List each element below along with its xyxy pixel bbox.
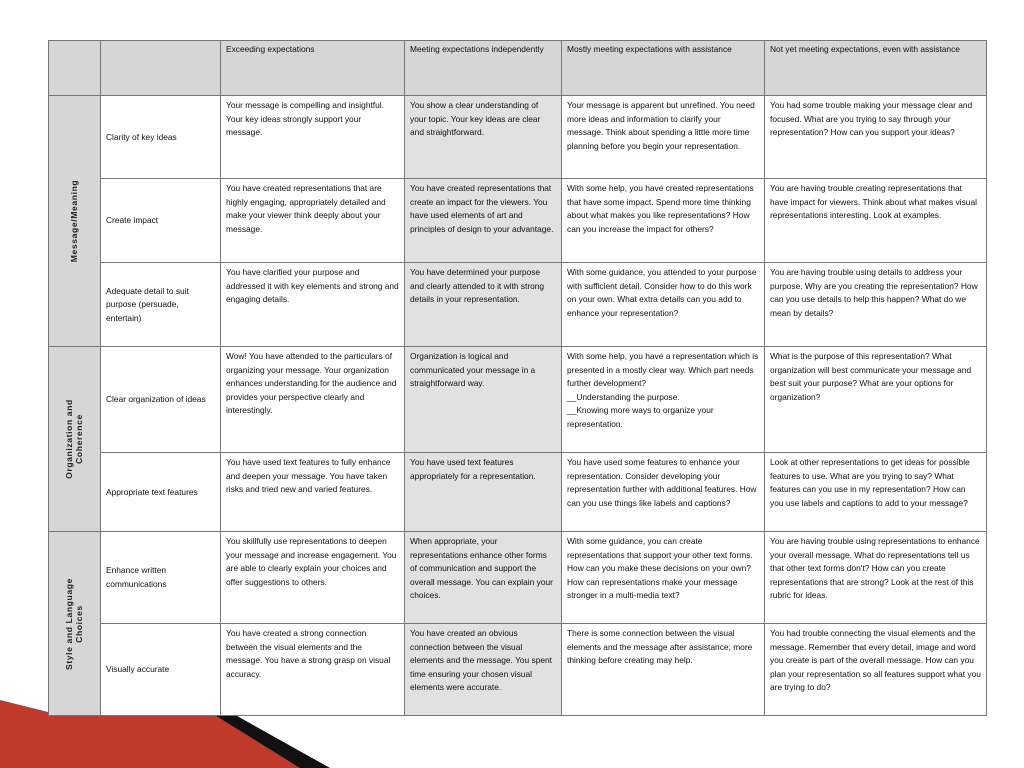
rubric-cell: You have used text features appropriately for a representation.	[405, 453, 562, 532]
checklist-item: __Knowing more ways to organize your representation.	[567, 405, 714, 430]
rubric-cell: You have created a strong connection between the visual elements and the message. You have a strong grasp on visual accuracy.	[221, 624, 405, 716]
table-row	[49, 624, 987, 716]
header-row	[49, 41, 987, 96]
criterion-label: Enhance written communications	[101, 532, 221, 624]
rubric-cell: When appropriate, your representations enhance other forms of communication and support the overall message. You can explain your choices.	[405, 532, 562, 624]
header-corner-group	[49, 41, 101, 96]
table-row	[49, 453, 987, 532]
group-label: Message/Meaning	[68, 179, 79, 263]
header-level-meeting: Meeting expectations independently	[405, 41, 562, 96]
checklist-item: __Understanding the purpose.	[567, 391, 680, 402]
table-row	[49, 96, 987, 179]
rubric-cell: You had trouble connecting the visual elements and the message. Remember that every detail, image and word you create is part of the overall message. How can you plan your representation so all features support what you are trying to do?	[765, 624, 987, 716]
rubric-cell: Your message is compelling and insightful. Your key ideas strongly support your message.	[221, 96, 405, 179]
table-row	[49, 179, 987, 263]
cell-text: With some help, you have a representation which is presented in a mostly clear way. Which part needs further development?	[567, 351, 759, 389]
rubric-cell: You are having trouble using details to address your purpose. Why are you creating the representation? How can you use details to help this happen? What do we mean by details?	[765, 263, 987, 347]
group-label: Style and Language Choices	[63, 577, 84, 670]
header-level-mostly: Mostly meeting expectations with assistance	[562, 41, 765, 96]
group-cell-message	[49, 96, 101, 347]
rubric-cell: You had some trouble making your message clear and focused. What are you trying to say through your representation? How can you support your ideas?	[765, 96, 987, 179]
rubric-cell: You skillfully use representations to deepen your message and increase engagement. You are able to clearly explain your choices and offer suggestions to others.	[221, 532, 405, 624]
group-cell-style	[49, 532, 101, 716]
rubric-cell	[562, 347, 765, 453]
rubric-cell: You have created representations that are highly engaging, appropriately detailed and make your viewer think deeply about your message.	[221, 179, 405, 263]
rubric-cell: There is some connection between the visual elements and the message after assistance; more thinking before creating may help.	[562, 624, 765, 716]
criterion-label: Adequate detail to suit purpose (persuade, entertain)	[101, 263, 221, 347]
criterion-label: Appropriate text features	[101, 453, 221, 532]
rubric-cell: You have used text features to fully enhance and deepen your message. You have taken risks and tried new and varied features.	[221, 453, 405, 532]
rubric-cell: With some guidance, you can create representations that support your other text forms. How can you make these decisions on your own? How can representations make your message stronger in a multi-media text?	[562, 532, 765, 624]
rubric-cell: Look at other representations to get ideas for possible features to use. What are you trying to say? What features can you use in my representation? How can you use labels and captions to add to your message?	[765, 453, 987, 532]
rubric-cell: You have determined your purpose and clearly attended to it with strong details in your representation.	[405, 263, 562, 347]
table-row	[49, 347, 987, 453]
rubric-cell: With some help, you have created representations that have some impact. Spend more time thinking about what makes you like representations? How can you increase the impact for others?	[562, 179, 765, 263]
rubric-cell: You are having trouble using representations to enhance your overall message. What do representations tell us that other text forms don't? How can you create representations that are strong? Look at the rest of this rubric for ideas.	[765, 532, 987, 624]
criterion-label: Create impact	[101, 179, 221, 263]
table-row	[49, 263, 987, 347]
rubric-cell: You have created an obvious connection between the visual elements and the message. You spent time ensuring your chosen visual elements were accurate.	[405, 624, 562, 716]
rubric-table	[48, 40, 987, 716]
rubric-cell: You have used some features to enhance your representation. Consider developing your representation further with additional features. How can you use things like labels and captions?	[562, 453, 765, 532]
rubric-cell: Wow! You have attended to the particulars of organizing your message. Your organization enhances understanding for the audience and provides your perspective clearly and interestingly.	[221, 347, 405, 453]
rubric-cell: You show a clear understanding of your topic. Your key ideas are clear and straightforward.	[405, 96, 562, 179]
table-row	[49, 532, 987, 624]
criterion-label: Clear organization of ideas	[101, 347, 221, 453]
criterion-label: Visually accurate	[101, 624, 221, 716]
group-label: Organization and Coherence	[63, 399, 84, 479]
rubric-cell: Your message is apparent but unrefined. You need more ideas and information to clarify your message. Think about spending a little more time planning before you begin your representation.	[562, 96, 765, 179]
rubric-cell: Organization is logical and communicated your message in a straightforward way.	[405, 347, 562, 453]
rubric-cell: You are having trouble creating representations that have impact for viewers. Think about what makes visual representations interesting. Look at examples.	[765, 179, 987, 263]
header-corner-criterion	[101, 41, 221, 96]
rubric-cell: With some guidance, you attended to your purpose with sufficient detail. Consider how to do this work on your own. What extra details can you add to enhance your representation?	[562, 263, 765, 347]
criterion-label: Clarity of key ideas	[101, 96, 221, 179]
rubric-cell: You have created representations that create an impact for the viewers. You have used elements of art and principles of design to your advantage.	[405, 179, 562, 263]
rubric-cell: What is the purpose of this representation? What organization will best communicate your message and best suit your purpose? What are your options for organization?	[765, 347, 987, 453]
rubric-cell: You have clarified your purpose and addressed it with key elements and strong and engaging details.	[221, 263, 405, 347]
header-level-exceeding: Exceeding expectations	[221, 41, 405, 96]
header-level-not-yet: Not yet meeting expectations, even with assistance	[765, 41, 987, 96]
group-cell-organization	[49, 347, 101, 532]
